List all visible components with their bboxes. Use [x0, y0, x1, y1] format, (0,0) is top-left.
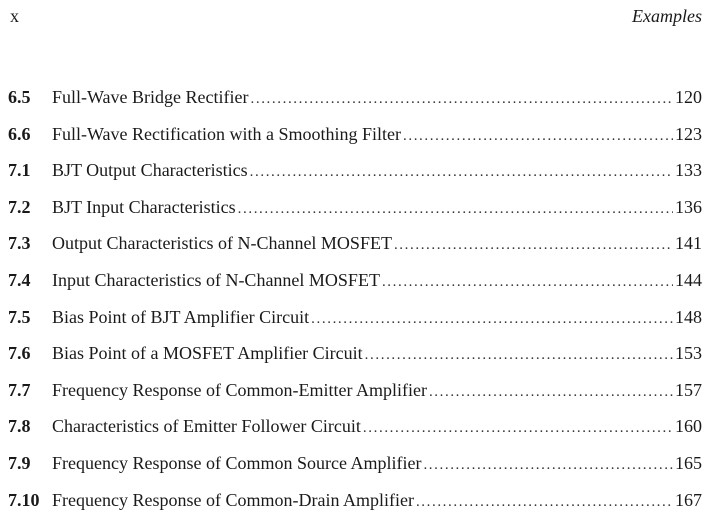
toc-entry[interactable]	[8, 268, 702, 305]
toc-entry[interactable]	[8, 378, 702, 415]
entry-title: Input Characteristics of N-Channel MOSFET	[52, 269, 380, 290]
entry-number: 7.3	[8, 233, 31, 254]
entry-title: Characteristics of Emitter Follower Circuit	[52, 416, 361, 437]
entry-page-number: 120	[675, 87, 702, 107]
dot-leader	[394, 233, 673, 257]
dot-leader	[238, 197, 673, 221]
entry-page-number: 144	[675, 269, 702, 290]
entry-number: 6.5	[8, 87, 31, 107]
entry-page-number: 148	[675, 306, 702, 327]
entry-number: 7.5	[8, 306, 31, 327]
entry-number: 7.7	[8, 379, 31, 400]
entry-page-number: 123	[675, 123, 702, 144]
dot-leader	[403, 124, 673, 148]
dot-leader	[416, 490, 673, 514]
dot-leader	[382, 270, 673, 294]
entry-number: 7.4	[8, 269, 31, 290]
entry-title: Frequency Response of Common-Emitter Amplifier	[52, 379, 427, 400]
page-number: x	[10, 6, 19, 26]
entry-number: 6.6	[8, 123, 31, 144]
toc-entry[interactable]	[8, 231, 702, 268]
running-title: Examples	[632, 6, 702, 26]
toc-entry[interactable]	[8, 305, 702, 342]
entry-page-number: 153	[675, 343, 702, 364]
entry-page-number: 165	[675, 452, 702, 473]
entry-number: 7.9	[8, 452, 31, 473]
dot-leader	[423, 453, 673, 477]
toc-entry[interactable]	[8, 414, 702, 451]
entry-title: Bias Point of BJT Amplifier Circuit	[52, 306, 310, 327]
entry-page-number: 141	[675, 233, 702, 254]
entry-number: 7.1	[8, 160, 31, 181]
entry-page-number: 136	[675, 196, 702, 217]
examples-list	[8, 85, 702, 524]
toc-entry[interactable]	[8, 85, 702, 122]
dot-leader	[363, 416, 673, 440]
entry-number: 7.8	[8, 416, 31, 437]
entry-title: Frequency Response of Common Source Amplifier	[52, 452, 422, 473]
toc-entry[interactable]	[8, 122, 702, 159]
entry-page-number: 133	[675, 160, 702, 181]
dot-leader	[250, 160, 673, 184]
dot-leader	[251, 87, 674, 111]
entry-page-number: 157	[675, 379, 702, 400]
page-header	[10, 6, 702, 30]
dot-leader	[429, 380, 673, 404]
entry-page-number: 167	[675, 489, 702, 510]
toc-entry[interactable]	[8, 451, 702, 488]
toc-entry[interactable]	[8, 341, 702, 378]
entry-number: 7.10	[8, 489, 40, 510]
dot-leader	[365, 343, 673, 367]
entry-number: 7.6	[8, 343, 31, 364]
dot-leader	[311, 307, 673, 331]
toc-entry[interactable]	[8, 158, 702, 195]
toc-entry[interactable]	[8, 195, 702, 232]
entry-title: Bias Point of a MOSFET Amplifier Circuit	[52, 343, 363, 364]
toc-entry[interactable]	[8, 488, 702, 524]
entry-title: Output Characteristics of N-Channel MOSFET	[52, 233, 392, 254]
entry-title: Frequency Response of Common-Drain Amplifier	[52, 489, 414, 510]
entry-title: BJT Input Characteristics	[52, 196, 236, 217]
entry-title: Full-Wave Rectification with a Smoothing Filter	[52, 123, 401, 144]
entry-number: 7.2	[8, 196, 31, 217]
entry-title: Full-Wave Bridge Rectifier	[52, 87, 249, 107]
entry-title: BJT Output Characteristics	[52, 160, 248, 181]
entry-page-number: 160	[675, 416, 702, 437]
